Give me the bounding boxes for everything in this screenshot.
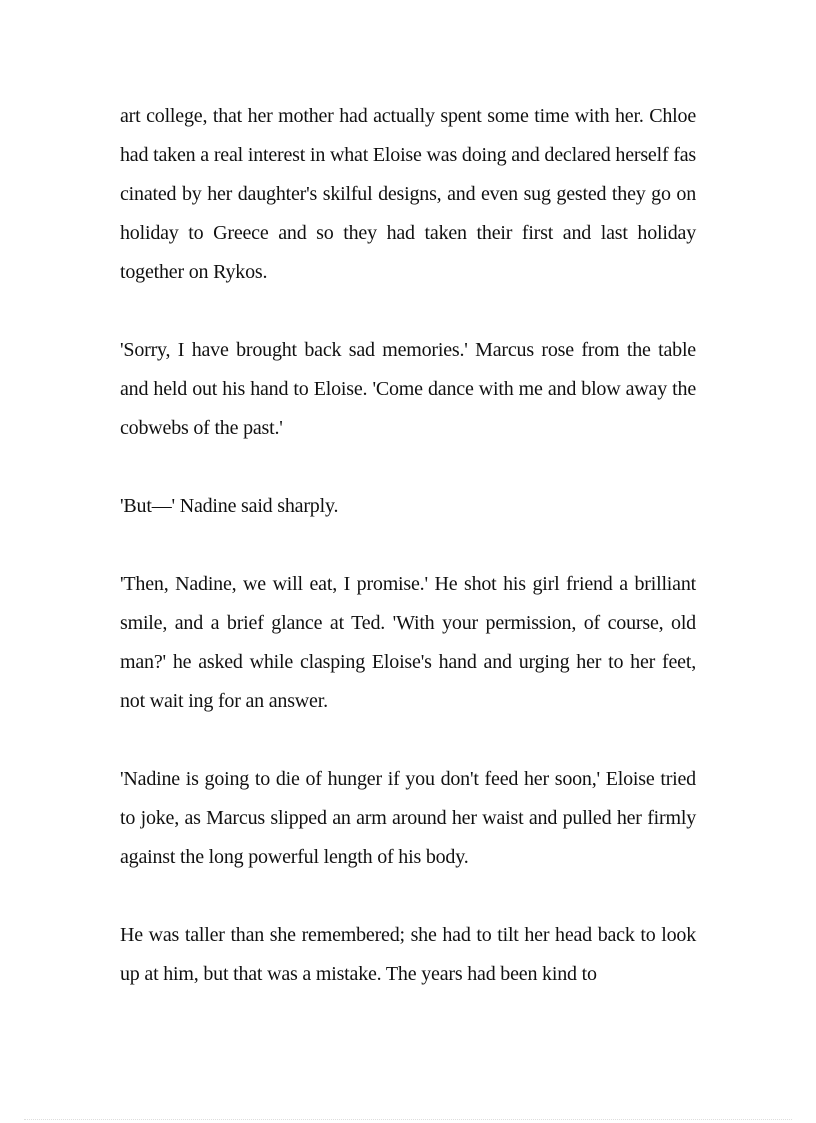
paragraph-4: 'Then, Nadine, we will eat, I promise.' He shot his girl friend a brilliant smile, and a brief glance at Ted. 'With your permission, of course, old man?' he asked while clasping Eloise's hand and urging her to her feet, not wait ing for an answer. <box>120 573 696 712</box>
paragraph-1: art college, that her mother had actually spent some time with her. Chloe had taken a real interest in what Eloise was doing and declared herself fas cinated by her daughter's skilful designs, and even sug gested they go on holiday to Greece and so they had taken their first and last holiday together on Rykos. <box>120 105 696 283</box>
paragraph-5: 'Nadine is going to die of hunger if you don't feed her soon,' Eloise tried to joke, as Marcus slipped an arm around her waist and pulled her firmly against the long powerful length of his body. <box>120 768 696 868</box>
paragraph-2: 'Sorry, I have brought back sad memories.' Marcus rose from the table and held out his hand to Eloise. 'Come dance with me and blow away the cobwebs of the past.' <box>120 339 696 439</box>
paragraph-3: 'But—' Nadine said sharply. <box>120 495 339 517</box>
body-text <box>120 97 696 994</box>
page-bottom-divider <box>24 1119 792 1120</box>
paragraph-6: He was taller than she remembered; she had to tilt her head back to look up at him, but that was a mistake. The years had been kind to <box>120 924 696 985</box>
